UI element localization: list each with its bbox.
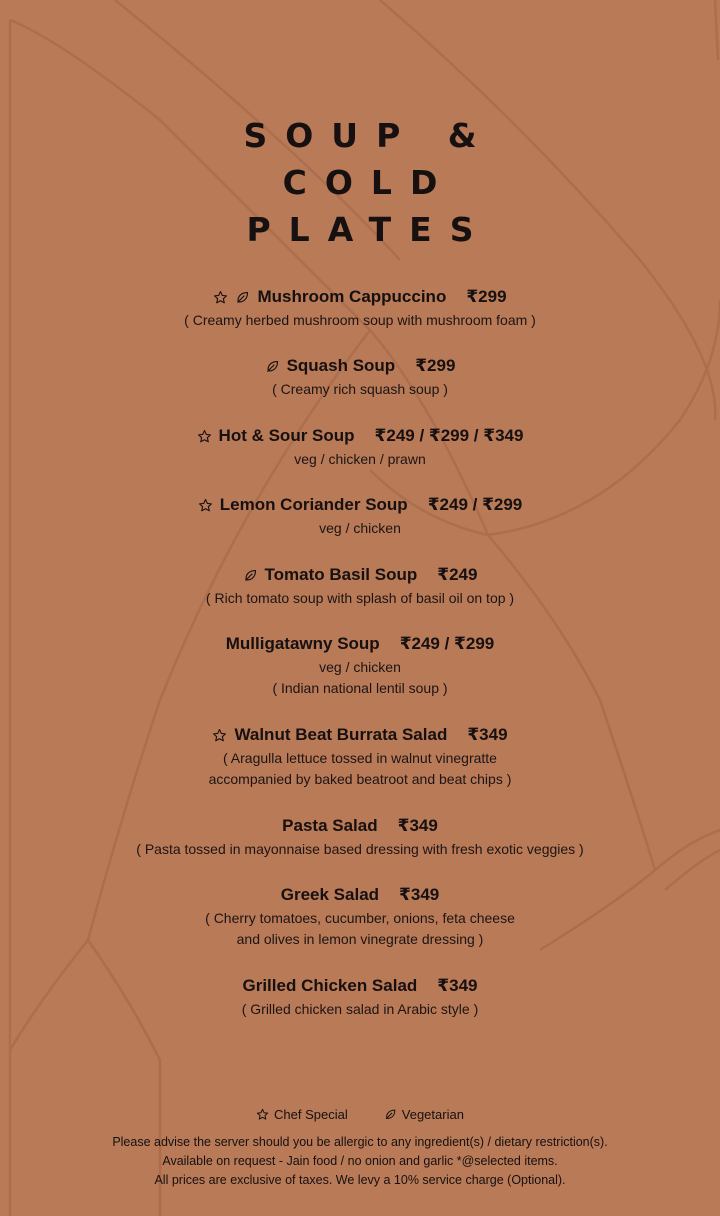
menu-item-description: veg / chicken / prawn (294, 451, 426, 467)
menu-item (0, 286, 720, 331)
menu-item-description: accompanied by baked beatroot and beat chips ) (208, 771, 512, 787)
leaf-icon (235, 290, 250, 305)
menu-item-header (0, 355, 720, 377)
footer-line: Available on request - Jain food / no onion and garlic *@selected items. (162, 1154, 558, 1168)
menu-item (0, 355, 720, 400)
menu-item-price: ₹349 (437, 976, 478, 995)
menu-item-header (0, 815, 720, 837)
menu-item-header (0, 884, 720, 906)
footer-line: All prices are exclusive of taxes. We levy a 10% service charge (Optional). (154, 1173, 566, 1187)
menu-item-price: ₹349 (397, 816, 438, 835)
legend-vegetarian-label: Vegetarian (401, 1107, 464, 1122)
menu-item-header (0, 425, 720, 447)
menu-item-description: ( Aragulla lettuce tossed in walnut vinegratte (223, 750, 497, 766)
menu-item-description: veg / chicken (319, 659, 401, 675)
menu-item (0, 884, 720, 950)
menu-item (0, 724, 720, 790)
menu-item-price: ₹349 (467, 725, 508, 744)
menu-item-name: Mulligatawny Soup (225, 634, 380, 653)
star-icon (213, 290, 228, 305)
menu-item-description: ( Creamy herbed mushroom soup with mushroom foam ) (184, 312, 536, 328)
menu-item-description: ( Cherry tomatoes, cucumber, onions, feta cheese (205, 910, 515, 926)
star-icon (197, 429, 212, 444)
legend-chef-special-label: Chef Special (274, 1107, 348, 1122)
menu-item-name: Tomato Basil Soup (264, 565, 418, 584)
menu-item-name: Grilled Chicken Salad (242, 976, 418, 995)
menu-item-header (0, 724, 720, 746)
menu-item-header (0, 564, 720, 586)
menu-item-price: ₹249 / ₹299 (399, 634, 495, 653)
menu-item-description: and olives in lemon vinegrate dressing ) (236, 931, 484, 947)
menu-item-price: ₹299 (466, 287, 507, 306)
star-icon (198, 498, 213, 513)
footer-notes (0, 1133, 720, 1190)
menu-item-description: ( Grilled chicken salad in Arabic style ) (241, 1001, 479, 1017)
title-line: SOUP & (243, 116, 495, 155)
menu-item (0, 494, 720, 539)
menu-item-price: ₹249 / ₹299 (427, 495, 523, 514)
menu-item-header (0, 286, 720, 308)
menu-item-description: ( Indian national lentil soup ) (272, 680, 448, 696)
menu-item-price: ₹299 (415, 356, 456, 375)
menu-item-name: Lemon Coriander Soup (219, 495, 408, 514)
page-title (0, 112, 720, 253)
menu-item-name: Hot & Sour Soup (218, 426, 355, 445)
menu-item-price: ₹349 (399, 885, 440, 904)
legend (0, 1107, 720, 1122)
menu-item (0, 633, 720, 699)
menu-item-name: Pasta Salad (282, 816, 378, 835)
menu-item-name: Squash Soup (286, 356, 396, 375)
menu-item-description: ( Creamy rich squash soup ) (272, 381, 448, 397)
title-line: COLD (282, 163, 456, 202)
menu-item (0, 975, 720, 1020)
menu-item-name: Mushroom Cappuccino (257, 287, 447, 306)
menu-item (0, 564, 720, 609)
menu-item-description: ( Rich tomato soup with splash of basil oil on top ) (205, 590, 515, 606)
menu-item (0, 425, 720, 470)
leaf-icon (243, 568, 258, 583)
footer-line: Please advise the server should you be allergic to any ingredient(s) / dietary restriction(s). (112, 1135, 608, 1149)
menu-item-price: ₹249 / ₹299 / ₹349 (374, 426, 524, 445)
star-icon (256, 1108, 269, 1121)
menu-item (0, 815, 720, 860)
leaf-icon (265, 359, 280, 374)
leaf-icon (384, 1108, 397, 1121)
menu-item-header (0, 633, 720, 655)
menu-item-header (0, 975, 720, 997)
menu-item-name: Greek Salad (280, 885, 380, 904)
title-line: PLATES (246, 210, 492, 249)
menu-item-description: veg / chicken (319, 520, 401, 536)
star-icon (212, 728, 227, 743)
menu-item-name: Walnut Beat Burrata Salad (234, 725, 448, 744)
menu-item-price: ₹249 (437, 565, 478, 584)
menu-item-description: ( Pasta tossed in mayonnaise based dressing with fresh exotic veggies ) (136, 841, 584, 857)
menu-item-header (0, 494, 720, 516)
